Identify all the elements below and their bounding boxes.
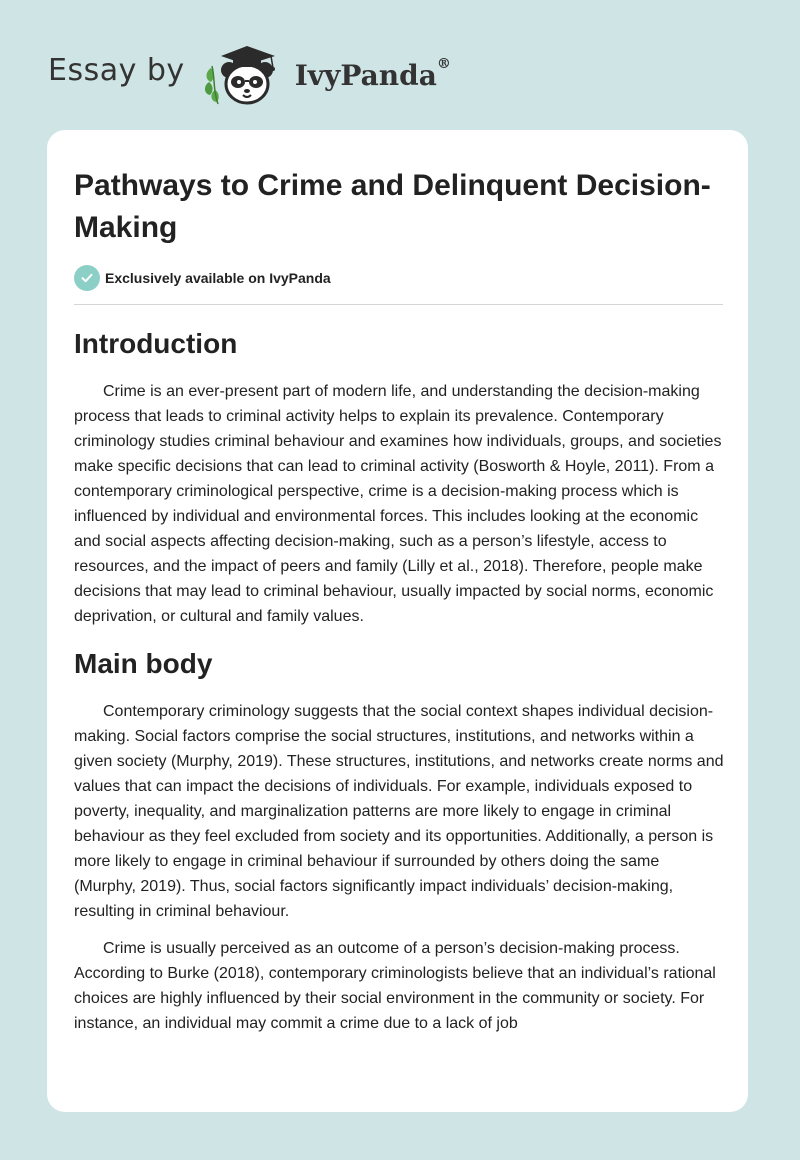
check-circle-icon bbox=[74, 265, 100, 291]
page-title: Pathways to Crime and Delinquent Decision-Making bbox=[74, 169, 711, 244]
essay-content bbox=[74, 165, 724, 1048]
divider bbox=[74, 304, 723, 305]
brand-header bbox=[48, 38, 451, 108]
brand-name-text: IvyPanda bbox=[294, 58, 437, 92]
badge-label: Exclusively available on IvyPanda bbox=[105, 270, 331, 286]
paragraph: Contemporary criminology suggests that the social context shapes individual decision-making. Social factors comprise the social structures, institutions, and networks within a given society (Murphy, 2019). These structures, institutions, and networks create norms and values that can impact the decisions of individuals. For example, individuals exposed to poverty, inequality, and marginalization patterns are more likely to engage in criminal behaviour as they feel excluded from society and its opportunities. Additionally, a person is more likely to engage in criminal behaviour if surrounded by others doing the same (Murphy, 2019). Thus, social factors significantly impact individuals’ decision-making, resulting in criminal behaviour. bbox=[74, 703, 724, 920]
paragraph: Crime is usually perceived as an outcome of a person’s decision-making process. According to Burke (2018), contemporary criminologists believe that an individual’s rational choices are highly influenced by their social environment in the community or society. For instance, an individual may commit a crime due to a lack of job bbox=[74, 940, 716, 1032]
paragraph: Crime is an ever-present part of modern life, and understanding the decision-making process that leads to criminal activity helps to explain its prevalence. Contemporary criminology studies criminal behaviour and examines how individuals, groups, and societies make specific decisions that can lead to criminal activity (Bosworth & Hoyle, 2011). From a contemporary criminological perspective, crime is a decision-making process which is influenced by individual and environmental forces. This includes looking at the economic and social aspects affecting decision-making, such as a person’s lifestyle, access to resources, and the impact of peers and family (Lilly et al., 2018). Therefore, people make decisions that may lead to criminal behaviour, usually impacted by social norms, economic deprivation, or cultural and family values. bbox=[74, 383, 722, 625]
brand-prefix: Essay by bbox=[48, 52, 185, 88]
brand-name bbox=[294, 56, 451, 92]
registered-mark: ® bbox=[436, 56, 451, 73]
essay-card bbox=[47, 130, 748, 1112]
section-heading-main-body: Main body bbox=[74, 648, 213, 679]
exclusive-badge bbox=[74, 265, 724, 291]
panda-logo-icon bbox=[199, 38, 289, 108]
section-heading-introduction: Introduction bbox=[74, 328, 238, 359]
